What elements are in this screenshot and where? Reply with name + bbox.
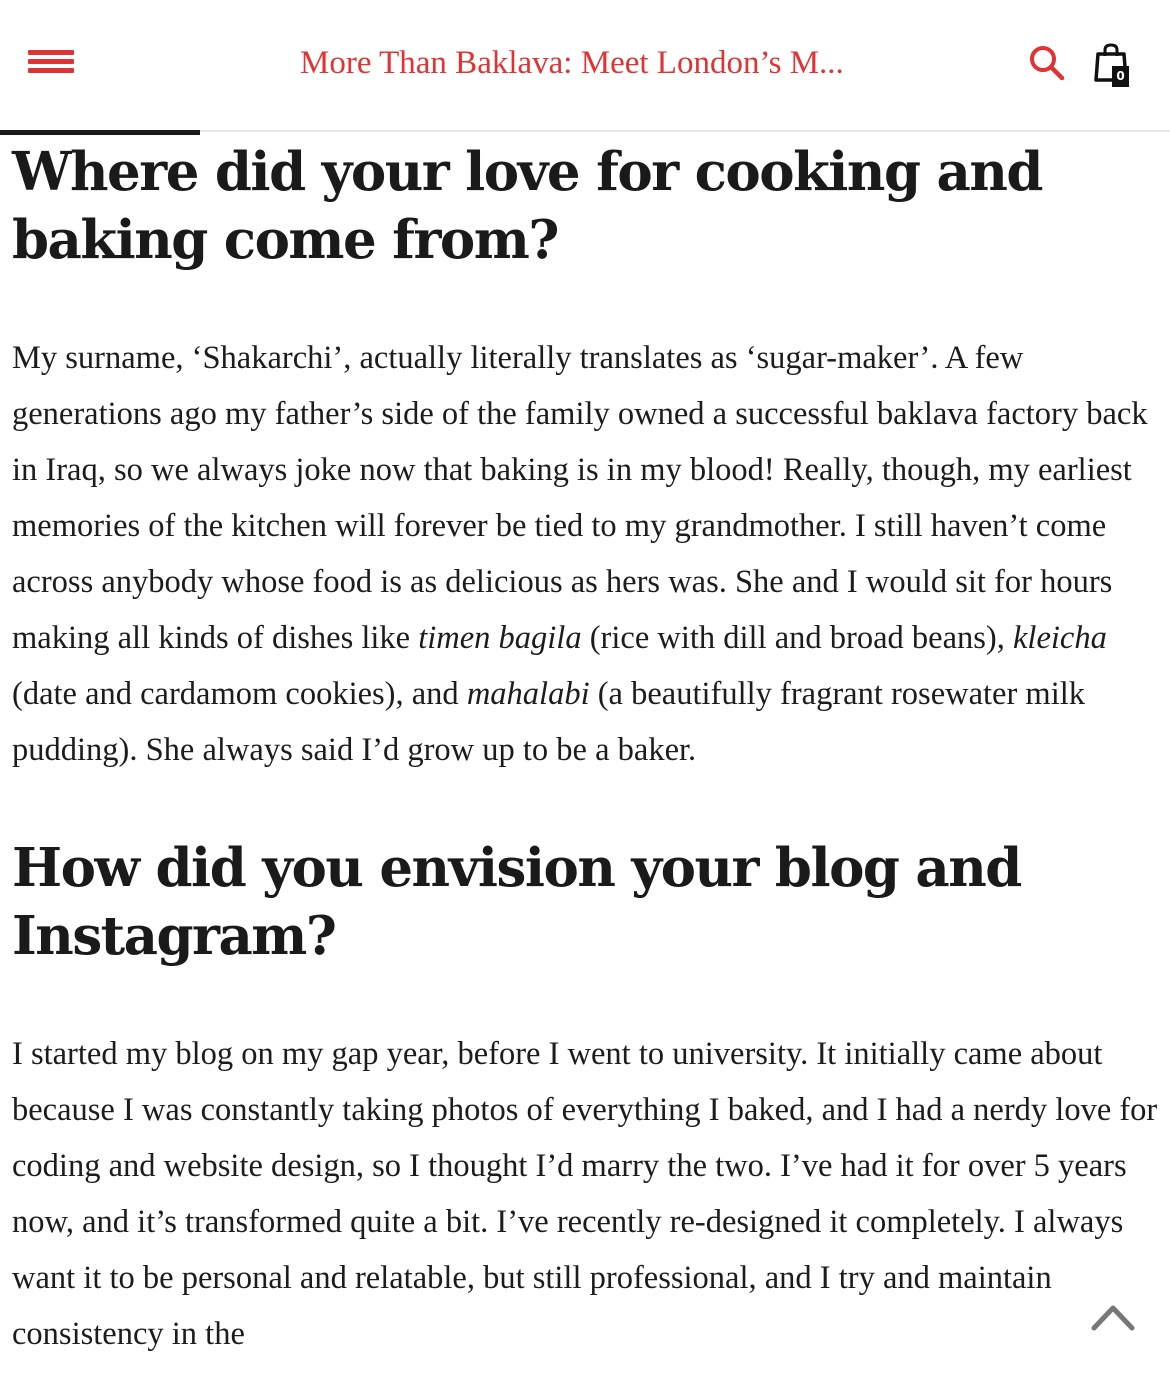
- chevron-up-icon[interactable]: [1090, 1300, 1136, 1332]
- paragraph-text: (a beautifully fragrant rosewater milk pudding). She always said I’d grow up to be a baker.: [12, 676, 1086, 768]
- dish-name: timen bagila: [418, 620, 582, 656]
- article-paragraph: [12, 330, 1162, 778]
- section-heading: Where did your love for cooking and baking come from?: [12, 141, 1042, 271]
- search-icon[interactable]: [1028, 44, 1066, 82]
- section-heading: How did you envision your blog and Instagram?: [12, 837, 1021, 967]
- dish-name: mahalabi: [466, 676, 590, 712]
- top-navigation-bar: [0, 0, 1170, 132]
- article-body: [12, 136, 1162, 1362]
- cart-count-badge: 0: [1112, 66, 1129, 87]
- reading-progress-bar: [0, 130, 1170, 135]
- menu-line: [28, 50, 74, 55]
- menu-line: [28, 68, 74, 73]
- article-paragraph: I started my blog on my gap year, before I went to university. It initially came about because I was constantly taking photos of everything I baked, and I had a nerdy love for coding and website design, so I thought I’d marry the two. I’ve had it for over 5 years now, and it’s transformed quite a bit. I’ve recently re-designed it completely. I always want it to be personal and relatable, but still professional, and I try and maintain consistency in the: [12, 1036, 1158, 1352]
- shopping-bag-icon[interactable]: [1094, 42, 1138, 90]
- article-title-link[interactable]: More Than Baklava: Meet London’s M...: [300, 45, 844, 81]
- paragraph-text: (date and cardamom cookies), and: [12, 676, 467, 712]
- paragraph-text: (rice with dill and broad beans),: [581, 620, 1013, 656]
- hamburger-menu-icon[interactable]: [28, 50, 74, 76]
- paragraph-text: My surname, ‘Shakarchi’, actually literally translates as ‘sugar-maker’. A few generations ago my father’s side of the family owned a successful baklava factory back in Iraq, so we always joke now that baking is in my blood! Really, though, my earliest memories of the kitchen will forever be tied to my grandmother. I still haven’t come across anybody whose food is as delicious as hers was. She and I would sit for hours making all kinds of dishes like: [12, 340, 1148, 656]
- dish-name: kleicha: [1012, 620, 1107, 656]
- menu-line: [28, 59, 74, 64]
- reading-progress-fill: [0, 130, 200, 135]
